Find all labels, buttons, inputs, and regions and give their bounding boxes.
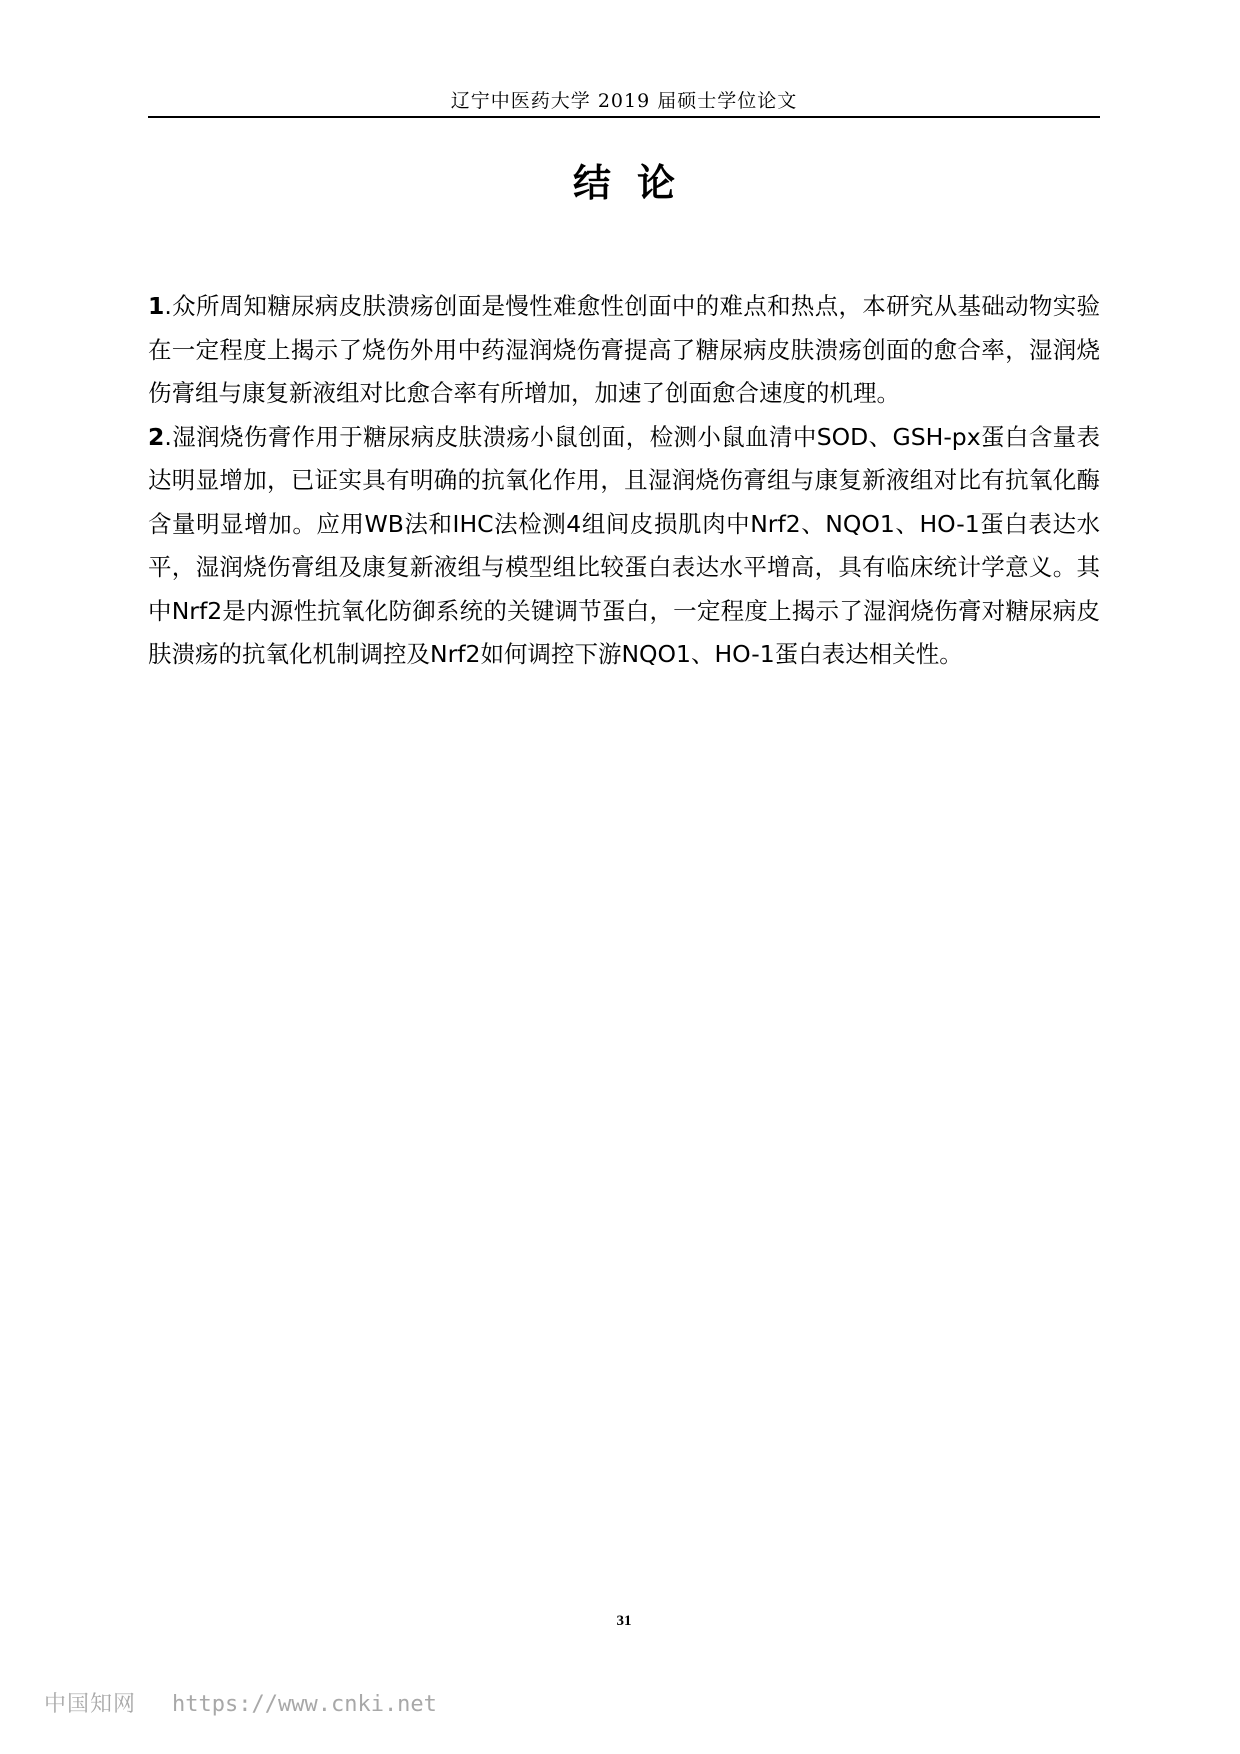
- item-number: 2: [148, 422, 165, 451]
- page-number: 31: [616, 1613, 632, 1629]
- conclusion-item-1: [148, 285, 1100, 416]
- watermark-site-name: 中国知网: [44, 1692, 137, 1717]
- watermark: [44, 1687, 437, 1718]
- watermark-url: https://www.cnki.net: [172, 1692, 437, 1717]
- item-text: .众所周知糖尿病皮肤溃疡创面是慢性难愈性创面中的难点和热点，本研究从基础动物实验在一定程度上揭示了烧伤外用中药湿润烧伤膏提高了糖尿病皮肤溃疡创面的愈合率，湿润烧伤膏组与康复新液组对比愈合率有所增加，加速了创面愈合速度的机理。: [148, 292, 1100, 407]
- running-header: 辽宁中医药大学 2019 届硕士学位论文: [450, 90, 798, 112]
- conclusion-item-2: [148, 416, 1100, 677]
- conclusion-body: [148, 285, 1100, 677]
- header-rule: [148, 116, 1100, 118]
- page-title: 结论: [572, 161, 701, 205]
- item-text: .湿润烧伤膏作用于糖尿病皮肤溃疡小鼠创面，检测小鼠血清中SOD、GSH-px蛋白含量表达明显增加，已证实具有明确的抗氧化作用，且湿润烧伤膏组与康复新液组对比有抗氧化酶含量明显增加。应用WB法和IHC法检测4组间皮损肌肉中Nrf2、NQO1、HO-1蛋白表达水平，湿润烧伤膏组及康复新液组与模型组比较蛋白表达水平增高，具有临床统计学意义。其中Nrf2是内源性抗氧化防御系统的关键调节蛋白，一定程度上揭示了湿润烧伤膏对糖尿病皮肤溃疡的抗氧化机制调控及Nrf2如何调控下游NQO1、HO-1蛋白表达相关性。: [148, 422, 1100, 668]
- item-number: 1: [148, 292, 165, 320]
